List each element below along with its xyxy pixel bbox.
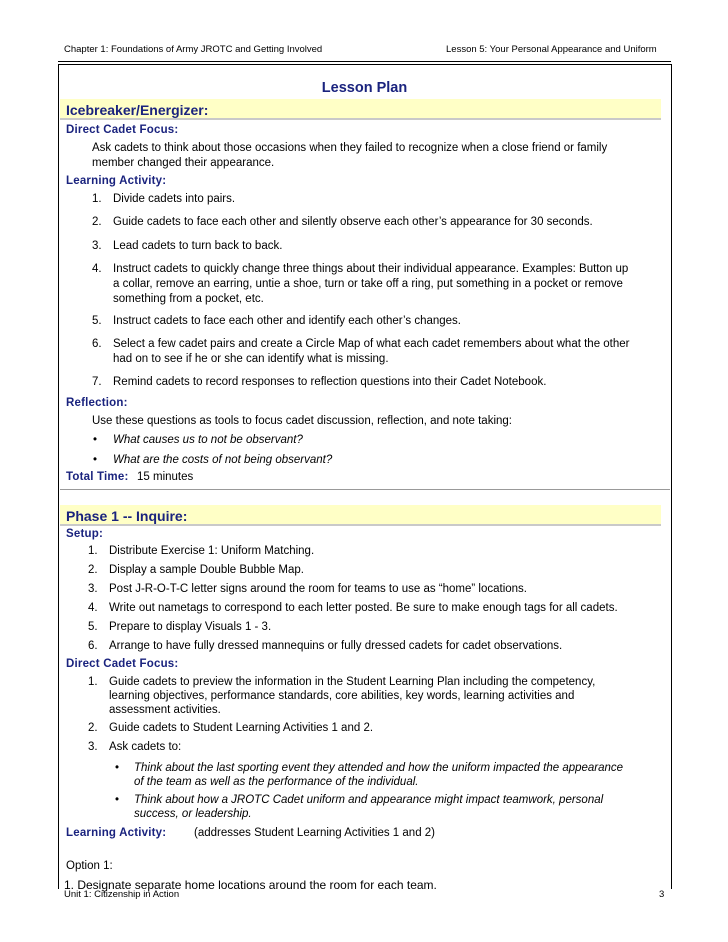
step-number: 4. bbox=[92, 263, 102, 275]
header-rule bbox=[58, 61, 671, 62]
step-text: Remind cadets to record responses to reflection questions into their Cadet Notebook. bbox=[113, 376, 547, 388]
running-header-chapter: Chapter 1: Foundations of Army JROTC and Getting Involved bbox=[64, 44, 323, 55]
focus-number: 1. bbox=[88, 676, 98, 688]
setup-number: 4. bbox=[88, 602, 98, 614]
setup-number: 5. bbox=[88, 621, 98, 633]
ask-bullet-text: Think about how a JROTC Cadet uniform and appearance might impact teamwork, personal bbox=[134, 794, 604, 806]
setup-text: Display a sample Double Bubble Map. bbox=[109, 564, 304, 576]
section-divider bbox=[60, 489, 670, 490]
focus-text: Guide cadets to preview the information in the Student Learning Plan including the competency, bbox=[109, 676, 596, 688]
label-direct-cadet-focus: Direct Cadet Focus: bbox=[66, 658, 179, 670]
footer-unit: Unit 1: Citizenship in Action bbox=[64, 889, 180, 900]
reflection-intro: Use these questions as tools to focus cadet discussion, reflection, and note taking: bbox=[92, 415, 512, 427]
step-text: Guide cadets to face each other and silently observe each other’s appearance for 30 seconds. bbox=[113, 216, 593, 228]
step-text: Instruct cadets to face each other and identify each other’s changes. bbox=[113, 315, 461, 327]
setup-text: Distribute Exercise 1: Uniform Matching. bbox=[109, 545, 315, 557]
focus-text-line-2: member changed their appearance. bbox=[92, 157, 275, 169]
focus-text: Guide cadets to Student Learning Activities 1 and 2. bbox=[109, 722, 374, 734]
focus-text-line-1: Ask cadets to think about those occasions when they failed to recognize when a close friend or family bbox=[92, 142, 608, 154]
focus-number: 2. bbox=[88, 722, 98, 734]
step-text: Divide cadets into pairs. bbox=[113, 193, 236, 205]
focus-number: 3. bbox=[88, 741, 98, 753]
setup-number: 1. bbox=[88, 545, 98, 557]
label-direct-cadet-focus: Direct Cadet Focus: bbox=[66, 124, 179, 136]
option-step: 1. Designate separate home locations around the room for each team. bbox=[64, 878, 437, 892]
bullet-icon: • bbox=[93, 434, 98, 446]
setup-text: Post J-R-O-T-C letter signs around the room for teams to use as “home” locations. bbox=[109, 583, 527, 595]
footer-page-number: 3 bbox=[659, 889, 665, 900]
step-number: 3. bbox=[92, 240, 102, 252]
setup-text: Write out nametags to correspond to each letter posted. Be sure to make enough tags for all cadets. bbox=[109, 602, 618, 614]
step-number: 2. bbox=[92, 216, 102, 228]
ask-bullet-text: success, or leadership. bbox=[134, 808, 252, 820]
step-number: 6. bbox=[92, 338, 102, 350]
bullet-icon: • bbox=[115, 794, 120, 806]
activity-note: (addresses Student Learning Activities 1 and 2) bbox=[194, 827, 436, 839]
setup-number: 2. bbox=[88, 564, 98, 576]
step-number: 1. bbox=[92, 193, 102, 205]
label-setup: Setup: bbox=[66, 528, 103, 540]
setup-text: Prepare to display Visuals 1 - 3. bbox=[109, 621, 272, 633]
setup-number: 6. bbox=[88, 640, 98, 652]
step-text: had on to see if he or she can identify what is missing. bbox=[113, 353, 389, 365]
label-reflection: Reflection: bbox=[66, 397, 128, 409]
bullet-icon: • bbox=[115, 762, 120, 774]
setup-text: Arrange to have fully dressed mannequins or fully dressed cadets for cadet observations. bbox=[109, 640, 563, 652]
label-total-time: Total Time: bbox=[66, 471, 129, 483]
ask-bullet-text: Think about the last sporting event they attended and how the uniform impacted the appearance bbox=[134, 762, 624, 774]
bullet-icon: • bbox=[93, 454, 98, 466]
step-text: Lead cadets to turn back to back. bbox=[113, 240, 283, 252]
step-text: Instruct cadets to quickly change three things about their individual appearance. Examples: Button up bbox=[113, 263, 629, 275]
step-text: Select a few cadet pairs and create a Circle Map of what each cadet remembers about what the other bbox=[113, 338, 630, 350]
section-heading-icebreaker: Icebreaker/Energizer: bbox=[60, 99, 661, 120]
reflection-question: What causes us to not be observant? bbox=[113, 434, 303, 446]
option-label: Option 1: bbox=[66, 860, 113, 872]
label-learning-activity: Learning Activity: bbox=[66, 827, 167, 839]
focus-text: assessment activities. bbox=[109, 704, 221, 716]
step-text: something from a pocket, etc. bbox=[113, 293, 264, 305]
step-text: a collar, remove an earring, untie a shoe, turn or take off a ring, put something in a pocket or remove bbox=[113, 278, 623, 290]
section-heading-phase-1: Phase 1 -- Inquire: bbox=[60, 505, 661, 526]
page-title: Lesson Plan bbox=[321, 80, 408, 96]
total-time-value: 15 minutes bbox=[137, 471, 194, 483]
focus-text: Ask cadets to: bbox=[109, 741, 182, 753]
label-learning-activity: Learning Activity: bbox=[66, 175, 167, 187]
step-number: 7. bbox=[92, 376, 102, 388]
reflection-question: What are the costs of not being observant? bbox=[113, 454, 333, 466]
step-number: 5. bbox=[92, 315, 102, 327]
focus-text: learning objectives, performance standards, core abilities, key words, learning activities and bbox=[109, 690, 575, 702]
ask-bullet-text: of the team as well as the performance of the individual. bbox=[134, 776, 419, 788]
running-header-lesson: Lesson 5: Your Personal Appearance and Uniform bbox=[446, 44, 657, 55]
setup-number: 3. bbox=[88, 583, 98, 595]
